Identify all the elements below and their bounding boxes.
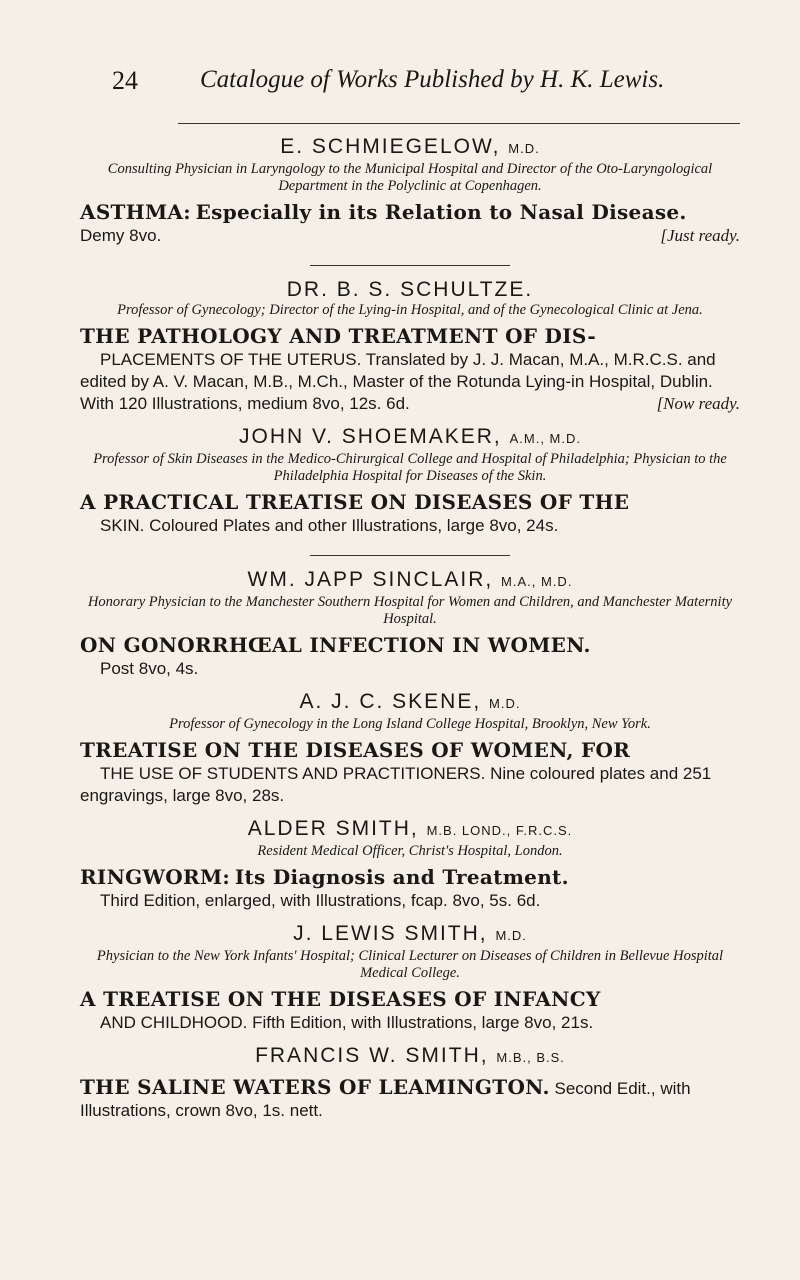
book-format: Demy 8vo.: [80, 226, 162, 245]
running-title: Catalogue of Works Published by H. K. Lewis.: [200, 66, 665, 93]
entry-body: [80, 201, 740, 247]
header-rule: [178, 123, 740, 124]
book-description: THE USE OF STUDENTS AND PRACTITIONERS. Nine coloured plates and 251 engravings, large 8vo, 28s.: [80, 764, 712, 805]
catalogue-content: [80, 135, 740, 1122]
book-format: Post 8vo, 4s.: [100, 659, 199, 678]
author-name: A. J. C. SKENE, M.D.: [299, 690, 521, 713]
author-degrees: M.B. LOND., F.R.C.S.: [426, 823, 573, 838]
author-degrees: M.B., B.S.: [496, 1050, 565, 1065]
book-title: TREATISE ON THE DISEASES OF WOMEN, FOR: [80, 738, 631, 762]
author-affiliation: Physician to the New York Infants' Hospital; Clinical Lecturer on Diseases of Children in Bellevue Hospital Medical College.: [96, 948, 724, 981]
book-description: Second Edit., with Illustrations, crown 8vo, 1s. nett.: [80, 1079, 691, 1120]
author-affiliation: Honorary Physician to the Manchester Southern Hospital for Women and Children, and Manchester Maternity Hospital.: [87, 594, 733, 627]
author-name: ALDER SMITH, M.B. LOND., F.R.C.S.: [247, 817, 573, 840]
book-title: THE SALINE WATERS OF LEAMINGTON.: [80, 1075, 550, 1099]
author-affiliation: Resident Medical Officer, Christ's Hospital, London.: [257, 843, 563, 859]
author-degrees: M.D.: [489, 696, 521, 711]
author-name: E. SCHMIEGELOW, M.D.: [280, 135, 540, 158]
availability-status: [Just ready.: [660, 226, 740, 245]
book-title: THE PATHOLOGY AND TREATMENT OF DIS-: [80, 324, 596, 348]
author-name: J. LEWIS SMITH, M.D.: [293, 922, 527, 945]
catalogue-entry: [80, 568, 740, 680]
page-header: [112, 66, 722, 106]
entry-body: [80, 866, 740, 912]
book-title: RINGWORM:: [80, 865, 231, 889]
catalogue-entry: [80, 425, 740, 537]
author-affiliation: Professor of Gynecology; Director of the Lying-in Hospital, and of the Gynecological Clinic at Jena.: [117, 302, 703, 318]
entry-body: [80, 988, 740, 1034]
entry-body: [80, 1076, 740, 1122]
entry-body: [80, 325, 740, 415]
separator-rule: [310, 265, 510, 266]
book-title: ON GONORRHŒAL INFECTION IN WOMEN.: [80, 633, 591, 657]
book-format: Third Edition, enlarged, with Illustrations, fcap. 8vo, 5s. 6d.: [100, 891, 541, 910]
catalogue-entry: [80, 135, 740, 247]
book-description: PLACEMENTS OF THE UTERUS. Translated by J. J. Macan, M.A., M.R.C.S. and edited by A. V. Macan, M.B., M.Ch., Master of the Rotunda Lying-in Hospital, Dublin. With 120 Illustrations, medium 8vo, 12s. 6d.: [80, 350, 716, 413]
book-title: A TREATISE ON THE DISEASES OF INFANCY: [80, 987, 601, 1011]
author-affiliation: Professor of Skin Diseases in the Medico-Chirurgical College and Hospital of Philadelphia; Physician to the Philadelphia Hospital for Diseases of the Skin.: [93, 451, 727, 484]
entry-body: [80, 634, 740, 680]
author-name: JOHN V. SHOEMAKER, A.M., M.D.: [238, 425, 581, 448]
book-description: AND CHILDHOOD. Fifth Edition, with Illustrations, large 8vo, 21s.: [100, 1013, 594, 1032]
author-affiliation: Professor of Gynecology in the Long Island College Hospital, Brooklyn, New York.: [169, 716, 651, 732]
entry-body: [80, 739, 740, 807]
catalogue-entry: [80, 690, 740, 807]
book-subtitle: Especially in its Relation to Nasal Disease.: [195, 200, 687, 224]
author-degrees: M.A., M.D.: [501, 574, 573, 589]
author-degrees: A.M., M.D.: [509, 431, 581, 446]
author-degrees: M.D.: [495, 928, 527, 943]
author-name: FRANCIS W. SMITH, M.B., B.S.: [255, 1044, 565, 1067]
author-affiliation: Consulting Physician in Laryngology to the Municipal Hospital and Director of the Oto-Laryngological Department in the Polyclinic at Copenhagen.: [107, 161, 713, 194]
catalogue-entry: [80, 922, 740, 1034]
catalogue-entry: [80, 278, 740, 415]
availability-status: [Now ready.: [656, 394, 740, 413]
author-name: WM. JAPP SINCLAIR, M.A., M.D.: [247, 568, 573, 591]
book-description: SKIN. Coloured Plates and other Illustrations, large 8vo, 24s.: [100, 516, 559, 535]
page-number: 24: [112, 66, 138, 95]
author-name: DR. B. S. SCHULTZE.: [286, 278, 534, 301]
book-title: A PRACTICAL TREATISE ON DISEASES OF THE: [80, 490, 630, 514]
separator-rule: [310, 555, 510, 556]
catalogue-entry: [80, 1044, 740, 1122]
book-subtitle: Its Diagnosis and Treatment.: [234, 865, 569, 889]
catalogue-entry: [80, 817, 740, 912]
entry-body: [80, 491, 740, 537]
book-title: ASTHMA:: [80, 200, 191, 224]
author-degrees: M.D.: [508, 141, 540, 156]
